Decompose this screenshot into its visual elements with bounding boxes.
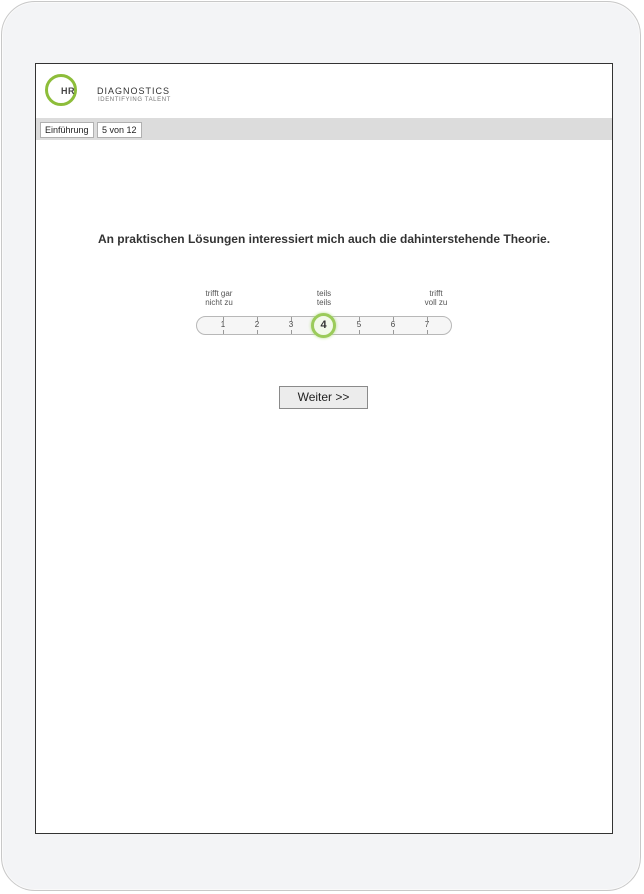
tick-mark: [257, 330, 258, 334]
tick-mark: [223, 330, 224, 334]
logo-tagline: IDENTIFYING TALENT: [98, 97, 171, 103]
intro-button[interactable]: Einführung: [40, 122, 94, 138]
tick-mark: [359, 330, 360, 334]
scale-label-middle: teils teils: [316, 289, 332, 307]
next-button[interactable]: Weiter >>: [279, 386, 368, 409]
screen: [35, 63, 613, 834]
scale-option-6[interactable]: 6: [390, 320, 396, 329]
scale-label-left: trifft gar nicht zu: [205, 289, 233, 307]
logo-mark: HR: [61, 86, 75, 96]
tick-mark: [393, 330, 394, 334]
tick-mark: [427, 330, 428, 334]
navbar: [36, 118, 612, 140]
header: [36, 64, 612, 118]
logo-name: DIAGNOSTICS: [97, 86, 171, 96]
scale-label-right: trifft voll zu: [424, 289, 448, 307]
scale-option-2[interactable]: 2: [254, 320, 260, 329]
slider-handle[interactable]: 4: [311, 313, 336, 338]
scale-option-1[interactable]: 1: [220, 320, 226, 329]
progress-indicator: 5 von 12: [97, 122, 142, 138]
tablet-frame: [1, 1, 641, 891]
tick-mark: [291, 330, 292, 334]
scale-option-7[interactable]: 7: [424, 320, 430, 329]
scale-option-3[interactable]: 3: [288, 320, 294, 329]
question-text: An praktischen Lösungen interessiert mich auch die dahinterstehende Theorie.: [97, 232, 551, 246]
scale-option-5[interactable]: 5: [356, 320, 362, 329]
